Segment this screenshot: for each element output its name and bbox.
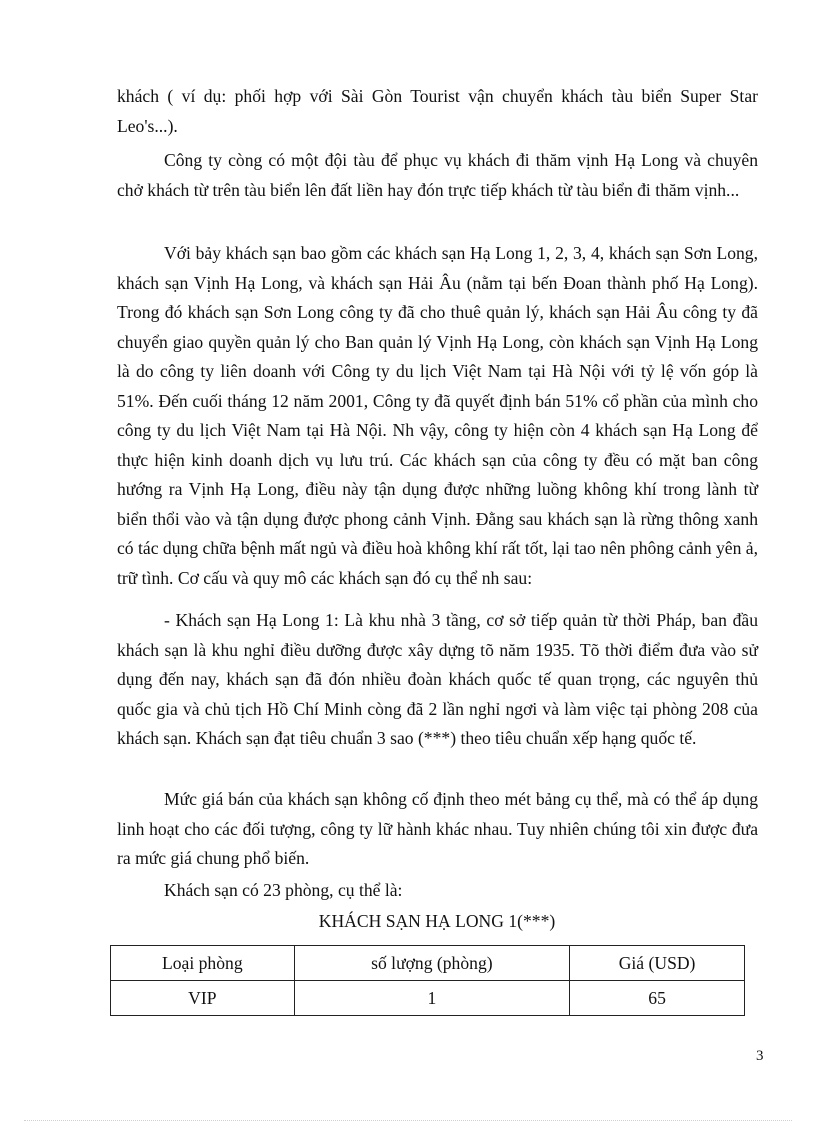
paragraph-3 [117, 239, 758, 593]
room-rate-table [110, 945, 745, 1016]
cell-room-count: 1 [294, 981, 570, 1016]
paragraph-4 [117, 606, 758, 754]
table-header-row [111, 946, 745, 981]
cell-price: 65 [570, 981, 745, 1016]
header-room-type: Loại phòng [111, 946, 295, 981]
cell-room-type: VIP [111, 981, 295, 1016]
header-price: Giá (USD) [570, 946, 745, 981]
paragraph-2 [117, 146, 758, 205]
paragraph-1 [117, 82, 758, 141]
paragraph-4-text: - Khách sạn Hạ Long 1: Là khu nhà 3 tầng, cơ sở tiếp quản từ thời Pháp, ban đầu khách sạn là khu nghỉ điều dưỡng được xây dựng tõ năm 1935. Tõ thời điểm đưa vào sử dụng đến nay, khách sạn đã đón nhiều đoàn khách quốc tế quan trọng, các nguyên thủ quốc gia và chủ tịch Hồ Chí Minh còng đã 2 lần nghỉ ngơi và làm việc tại phòng 208 của khách sạn. Khách sạn đạt tiêu chuẩn 3 sao (***) theo tiêu chuẩn xếp hạng quốc tế. [117, 610, 758, 748]
paragraph-1-text: khách ( ví dụ: phối hợp với Sài Gòn Tourist vận chuyển khách tàu biển Super Star Leo's...). [117, 86, 758, 136]
paragraph-5 [117, 785, 758, 874]
paragraph-3-text: Với bảy khách sạn bao gồm các khách sạn Hạ Long 1, 2, 3, 4, khách sạn Sơn Long, khách sạn Vịnh Hạ Long, và khách sạn Hải Âu (nằm tại bến Đoan thành phố Hạ Long). Trong đó khách sạn Sơn Long công ty đã cho thuê quản lý, khách sạn Hải Âu công ty đã chuyển giao quyền quản lý cho Ban quản lý Vịnh Hạ Long, còn khách sạn Vịnh Hạ Long là do công ty liên doanh với Công ty du lịch Việt Nam tại Hà Nội với tỷ lệ vốn góp là 51%. Đến cuối tháng 12 năm 2001, Công ty đã quyết định bán 51% cổ phần của mình cho công ty du lịch Việt Nam tại Hà Nội. Nh vậy, công ty hiện còn 4 khách sạn Hạ Long để thực hiện kinh doanh dịch vụ lưu trú. Các khách sạn của công ty đều có mặt ban công hướng ra Vịnh Hạ Long, điều này tận dụng được những luồng không khí trong lành từ biển thổi vào và tận dụng được phong cảnh Vịnh. Đằng sau khách sạn là rừng thông xanh có tác dụng chữa bệnh mất ngủ và điều hoà không khí rất tốt, lại tao nên phông cảnh yên ả, trữ tình. Cơ cấu và quy mô các khách sạn đó cụ thể nh sau: [117, 243, 758, 588]
paragraph-5-text: Mức giá bán của khách sạn không cố định theo mét bảng cụ thể, mà có thể áp dụng linh hoạt cho các đối tượng, công ty lữ hành khác nhau. Tuy nhiên chúng tôi xin được đưa ra mức giá chung phổ biến. [117, 789, 758, 868]
paragraph-6-text: Khách sạn có 23 phòng, cụ thể là: [164, 880, 403, 900]
header-room-count: số lượng (phòng) [294, 946, 570, 981]
page-bottom-divider [24, 1120, 792, 1121]
table-caption: KHÁCH SẠN HẠ LONG 1(***) [318, 911, 556, 931]
page-number: 3 [756, 1048, 764, 1064]
paragraph-6 [117, 876, 758, 906]
paragraph-2-text: Công ty còng có một đội tàu để phục vụ khách đi thăm vịnh Hạ Long và chuyên chở khách từ trên tàu biển lên đất liền hay đón trực tiếp khách từ tàu biển đi thăm vịnh... [117, 150, 758, 200]
table-row [111, 981, 745, 1016]
